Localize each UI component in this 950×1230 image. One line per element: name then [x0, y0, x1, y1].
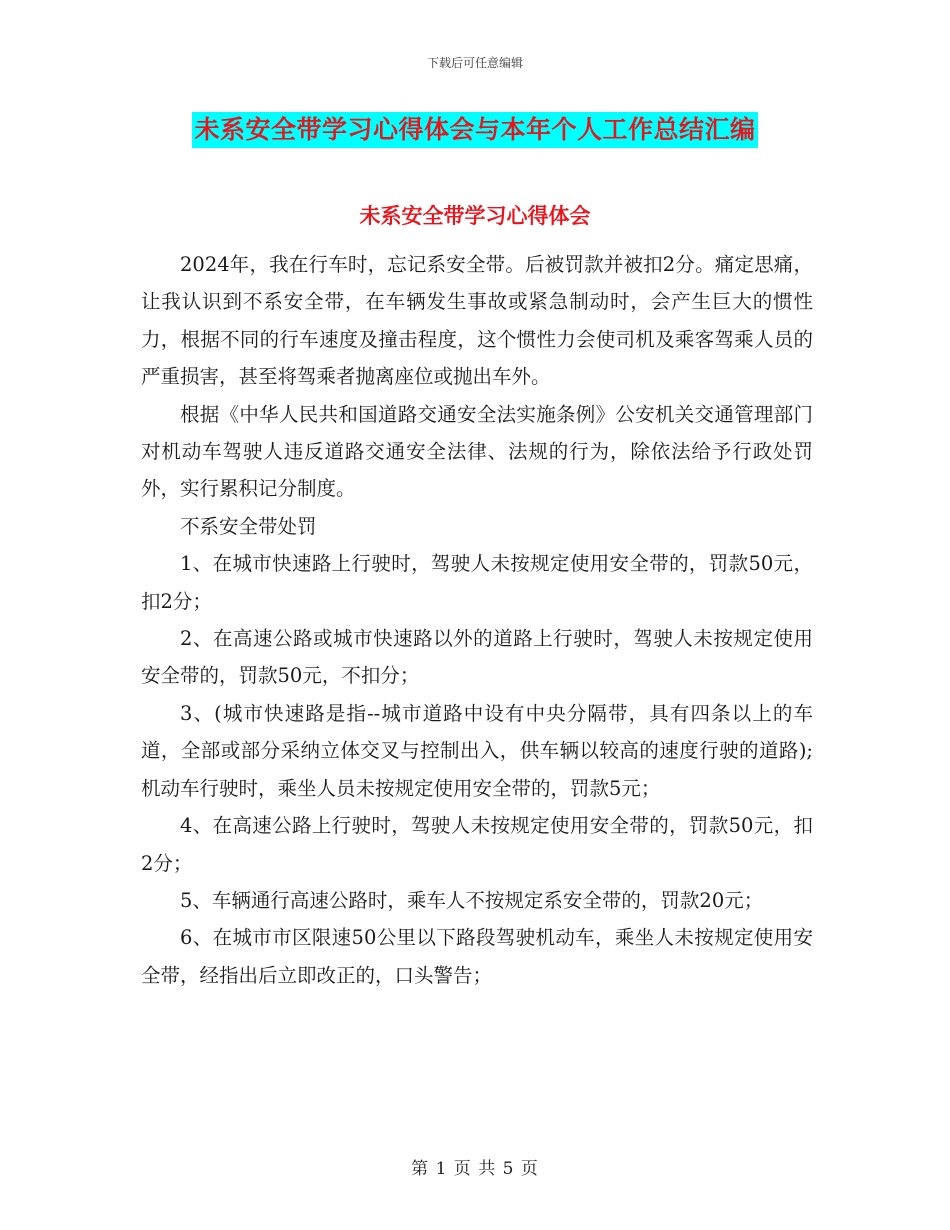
document-body — [141, 246, 813, 994]
document-title: 未系安全带学习心得体会与本年个人工作总结汇编 — [192, 112, 757, 148]
paragraph: 4、在高速公路上行驶时，驾驶人未按规定使用安全带的，罚款50元，扣2分； — [141, 814, 813, 875]
document-title-container — [0, 112, 950, 148]
paragraph: 3、(城市快速路是指--城市道路中设有中央分隔带，具有四条以上的车道，全部或部分采纳立体交叉与控制出入，供车辆以较高的速度行驶的道路);机动车行驶时，乘坐人员未按规定使用安全带的，罚款5元； — [141, 701, 813, 800]
paragraph: 不系安全带处罚 — [180, 514, 317, 538]
section-title: 未系安全带学习心得体会 — [359, 203, 591, 228]
page-number-footer: 第 1 页 共 5 页 — [411, 1159, 539, 1179]
paragraph: 2024年，我在行车时，忘记系安全带。后被罚款并被扣2分。痛定思痛，让我认识到不系安全带，在车辆发生事故或紧急制动时，会产生巨大的惯性力，根据不同的行车速度及撞击程度，这个惯性力会使司机及乘客驾乘人员的严重损害，甚至将驾乘者抛离座位或抛出车外。 — [141, 253, 813, 389]
paragraph: 5、车辆通行高速公路时，乘车人不按规定系安全带的，罚款20元； — [180, 888, 764, 912]
paragraph: 根据《中华人民共和国道路交通安全法实施条例》公安机关交通管理部门对机动车驾驶人违反道路交通安全法律、法规的行为，除依法给予行政处罚外，实行累积记分制度。 — [141, 402, 813, 501]
paragraph: 2、在高速公路或城市快速路以外的道路上行驶时，驾驶人未按规定使用安全带的，罚款50元，不扣分； — [141, 627, 813, 688]
paragraph: 6、在城市市区限速50公里以下路段驾驶机动车，乘坐人未按规定使用安全带，经指出后立即改正的，口头警告； — [141, 926, 813, 987]
paragraph: 1、在城市快速路上行驶时，驾驶人未按规定使用安全带的，罚款50元，扣2分； — [141, 552, 813, 613]
page-header-note: 下载后可任意编辑 — [426, 56, 523, 70]
